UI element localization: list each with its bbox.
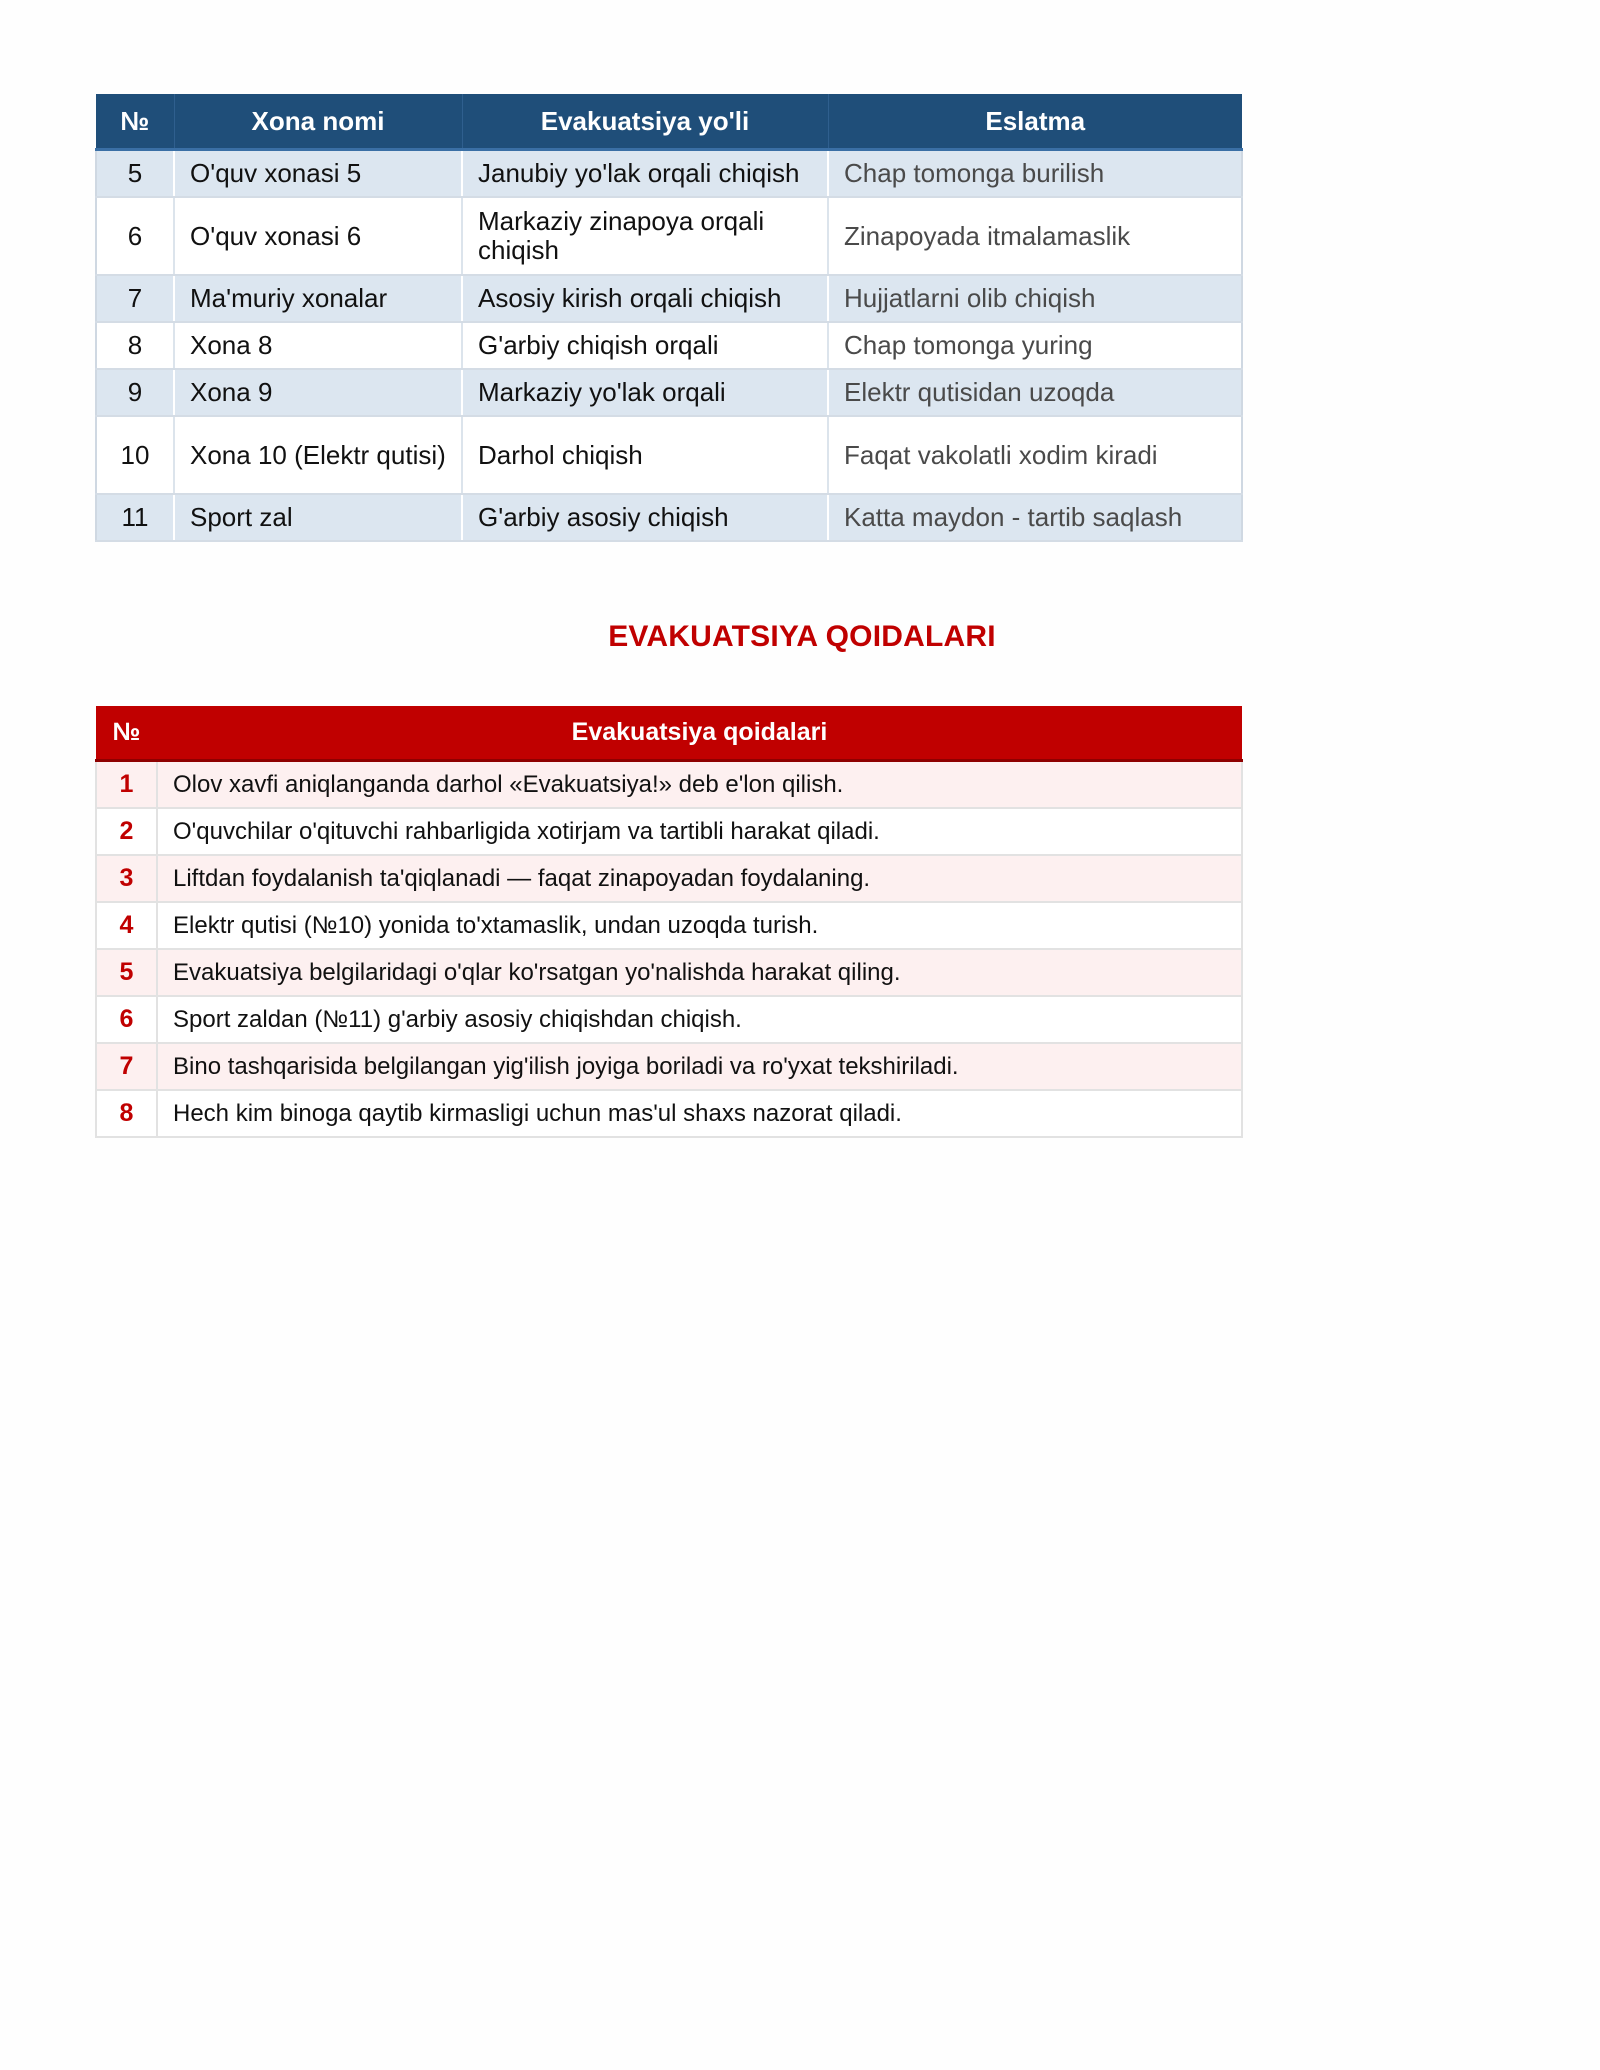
table-row [96, 275, 1242, 322]
row-number: 5 [96, 150, 174, 198]
room-name: Ma'muriy xonalar [174, 275, 462, 322]
table-row [96, 902, 1242, 949]
rule-text: O'quvchilar o'qituvchi rahbarligida xotirjam va tartibli harakat qiladi. [157, 808, 1242, 855]
rule-number: 1 [96, 761, 157, 809]
table-row [96, 996, 1242, 1043]
table-row [96, 369, 1242, 416]
table-row [96, 1043, 1242, 1090]
row-number: 6 [96, 197, 174, 275]
table-row [96, 808, 1242, 855]
evacuation-rules-table [95, 706, 1243, 1138]
evacuation-route: Markaziy zinapoya orqali chiqish [462, 197, 828, 275]
room-name: Xona 9 [174, 369, 462, 416]
evacuation-routes-table [95, 94, 1243, 542]
evacuation-route: Darhol chiqish [462, 416, 828, 494]
note: Chap tomonga burilish [828, 150, 1242, 198]
row-number: 8 [96, 322, 174, 369]
row-number: 11 [96, 494, 174, 541]
section-title [95, 620, 1505, 654]
rule-number: 6 [96, 996, 157, 1043]
table-header-row [96, 706, 1242, 761]
evacuation-route: Markaziy yo'lak orqali [462, 369, 828, 416]
rule-text: Evakuatsiya belgilaridagi o'qlar ko'rsatgan yo'nalishda harakat qiling. [157, 949, 1242, 996]
rule-number: 3 [96, 855, 157, 902]
room-name: Xona 8 [174, 322, 462, 369]
rule-number: 2 [96, 808, 157, 855]
table-row [96, 494, 1242, 541]
note: Zinapoyada itmalamaslik [828, 197, 1242, 275]
note: Elektr qutisidan uzoqda [828, 369, 1242, 416]
note: Chap tomonga yuring [828, 322, 1242, 369]
table-row [96, 855, 1242, 902]
rule-text: Elektr qutisi (№10) yonida to'xtamaslik, undan uzoqda turish. [157, 902, 1242, 949]
room-name: O'quv xonasi 5 [174, 150, 462, 198]
room-name: O'quv xonasi 6 [174, 197, 462, 275]
rule-text: Olov xavfi aniqlanganda darhol «Evakuatsiya!» deb e'lon qilish. [157, 761, 1242, 809]
table-row [96, 150, 1242, 198]
table-row [96, 416, 1242, 494]
rule-number: 8 [96, 1090, 157, 1137]
evacuation-route: Asosiy kirish orqali chiqish [462, 275, 828, 322]
evacuation-route: G'arbiy asosiy chiqish [462, 494, 828, 541]
column-header-number: № [96, 94, 174, 150]
evacuation-route: G'arbiy chiqish orqali [462, 322, 828, 369]
table-row [96, 197, 1242, 275]
note: Hujjatlarni olib chiqish [828, 275, 1242, 322]
row-number: 7 [96, 275, 174, 322]
rule-text: Liftdan foydalanish ta'qiqlanadi — faqat zinapoyadan foydalaning. [157, 855, 1242, 902]
row-number: 10 [96, 416, 174, 494]
table-row [96, 322, 1242, 369]
rule-text: Hech kim binoga qaytib kirmasligi uchun mas'ul shaxs nazorat qiladi. [157, 1090, 1242, 1137]
table-row [96, 1090, 1242, 1137]
section-title-text: EVAKUATSIYA QOIDALARI [608, 620, 996, 653]
room-name: Sport zal [174, 494, 462, 541]
rule-number: 5 [96, 949, 157, 996]
rule-number: 4 [96, 902, 157, 949]
column-header-room-name: Xona nomi [174, 94, 462, 150]
column-header-number: № [96, 706, 157, 761]
row-number: 9 [96, 369, 174, 416]
column-header-rules: Evakuatsiya qoidalari [157, 706, 1242, 761]
rule-text: Sport zaldan (№11) g'arbiy asosiy chiqishdan chiqish. [157, 996, 1242, 1043]
note: Faqat vakolatli xodim kiradi [828, 416, 1242, 494]
room-name: Xona 10 (Elektr qutisi) [174, 416, 462, 494]
evacuation-route: Janubiy yo'lak orqali chiqish [462, 150, 828, 198]
table-header-row [96, 94, 1242, 150]
column-header-note: Eslatma [828, 94, 1242, 150]
table-row [96, 761, 1242, 809]
table-row [96, 949, 1242, 996]
note: Katta maydon - tartib saqlash [828, 494, 1242, 541]
rule-number: 7 [96, 1043, 157, 1090]
rule-text: Bino tashqarisida belgilangan yig'ilish joyiga boriladi va ro'yxat tekshiriladi. [157, 1043, 1242, 1090]
column-header-evacuation-route: Evakuatsiya yo'li [462, 94, 828, 150]
